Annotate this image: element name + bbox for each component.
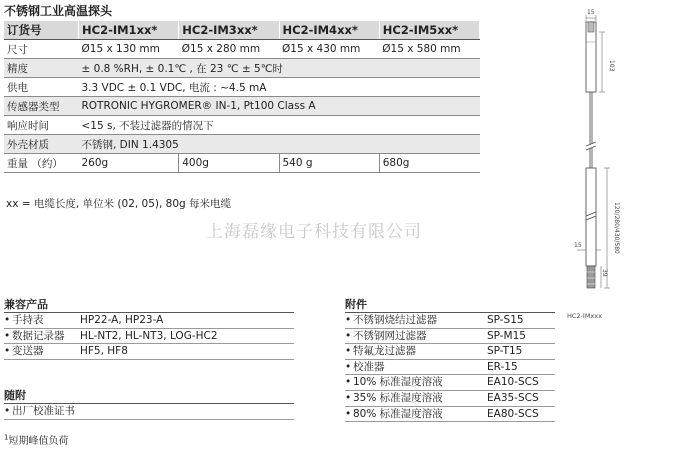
table-row-sensor	[4, 97, 480, 116]
row-label: 精度	[4, 59, 79, 78]
dim-tip-label: 39	[601, 269, 608, 277]
row-label: 传感器类型	[4, 97, 79, 116]
probe-drawing	[565, 6, 625, 324]
bullet-icon: •	[345, 314, 352, 326]
page-title: 不锈钢工业高温探头	[4, 4, 113, 18]
bullet-icon: •	[4, 405, 11, 417]
bullet-icon: •	[345, 376, 352, 389]
list-item: • 出厂校准证书	[4, 404, 294, 420]
header-model-3: HC2-IM3xx*	[179, 21, 279, 40]
list-item: • 10% 标准湿度溶液 EA10-SCS	[345, 375, 555, 391]
bullet-icon: •	[4, 345, 11, 358]
list-item: • 数据记录器 HL-NT2, HL-NT3, LOG-HC2	[4, 329, 294, 345]
bullet-icon: •	[345, 391, 352, 404]
housing-value: 不锈钢, DIN 1.4305	[79, 135, 480, 154]
accessories-list	[345, 312, 555, 422]
row-label: 尺寸	[4, 40, 79, 59]
response-value: <15 s, 不装过滤器的情况下	[79, 116, 480, 135]
bullet-icon: •	[4, 329, 11, 342]
list-item: • 变送器 HF5, HF8	[4, 344, 294, 360]
dim-bottom-label: 15	[574, 242, 582, 249]
dim-upper-label: 103	[608, 60, 615, 72]
list-item: • 特氟龙过滤器 SP-T15	[345, 344, 555, 360]
footnote-text: 短期峰值负荷	[8, 436, 69, 447]
compatible-title: 兼容产品	[4, 298, 48, 311]
size-value: Ø15 x 280 mm	[179, 40, 279, 59]
row-label: 响应时间	[4, 116, 79, 135]
bullet-icon: •	[345, 407, 352, 420]
cable-length-note: xx = 电缆长度, 单位米 (02, 05), 80g 每米电缆	[6, 198, 232, 210]
row-label: 供电	[4, 78, 79, 97]
bullet-icon: •	[345, 345, 352, 358]
included-title: 随附	[4, 389, 26, 402]
list-item: • 35% 标准湿度溶液 EA35-SCS	[345, 391, 555, 407]
size-value: Ø15 x 130 mm	[79, 40, 179, 59]
sensor-value: ROTRONIC HYGROMER® IN-1, Pt100 Class A	[79, 97, 480, 116]
company-watermark: 上海磊缘电子科技有限公司	[206, 222, 422, 242]
list-item: • 手持表 HP22-A, HP23-A	[4, 313, 294, 329]
table-row-power	[4, 78, 480, 97]
dim-top-label: 15	[587, 9, 595, 16]
probe-cable-shape	[586, 92, 596, 168]
drawing-caption: HC2-IMxxx	[567, 312, 602, 320]
row-label: 外壳材质	[4, 135, 79, 154]
weight-value: 680g	[379, 154, 479, 173]
bullet-icon: •	[345, 360, 352, 373]
probe-tube-shape	[586, 168, 596, 288]
list-item: • 不锈钢网过滤器 SP-M15	[345, 329, 555, 345]
probe-head-shape	[586, 22, 596, 92]
weight-value: 540 g	[279, 154, 379, 173]
footnote-mark: 1	[4, 433, 9, 442]
list-item: • 不锈钢烧结过滤器 SP-S15	[345, 313, 555, 329]
dim-length-label: 120/280/430/580	[613, 202, 620, 254]
header-model-5: HC2-IM5xx*	[379, 21, 479, 40]
list-item: • 校准器 ER-15	[345, 360, 555, 376]
compatible-list	[4, 312, 294, 360]
row-label: 重量 （约）	[4, 154, 79, 173]
size-value: Ø15 x 580 mm	[379, 40, 479, 59]
power-value: 3.3 VDC ± 0.1 VDC, 电流 : ~4.5 mA	[79, 78, 480, 97]
header-order-no: 订货号	[4, 21, 79, 40]
spec-table	[4, 21, 480, 173]
header-model-1: HC2-IM1xx*	[79, 21, 179, 40]
weight-value: 400g	[179, 154, 279, 173]
bullet-icon: •	[4, 314, 11, 326]
header-model-4: HC2-IM4xx*	[279, 21, 379, 40]
accuracy-value: ± 0.8 %RH, ± 0.1℃ , 在 23 ℃ ± 5℃时	[79, 59, 480, 78]
table-row-response	[4, 116, 480, 135]
included-list	[4, 403, 294, 420]
accessories-title: 附件	[345, 298, 367, 311]
table-row-housing	[4, 135, 480, 154]
footnote	[4, 432, 68, 447]
bullet-icon: •	[345, 329, 352, 342]
list-item: • 80% 标准湿度溶液 EA80-SCS	[345, 407, 555, 423]
size-value: Ø15 x 430 mm	[279, 40, 379, 59]
table-header-row	[4, 21, 480, 40]
table-row-weight	[4, 154, 480, 173]
table-row-accuracy	[4, 59, 480, 78]
weight-value: 260g	[79, 154, 179, 173]
table-row-size	[4, 40, 480, 59]
